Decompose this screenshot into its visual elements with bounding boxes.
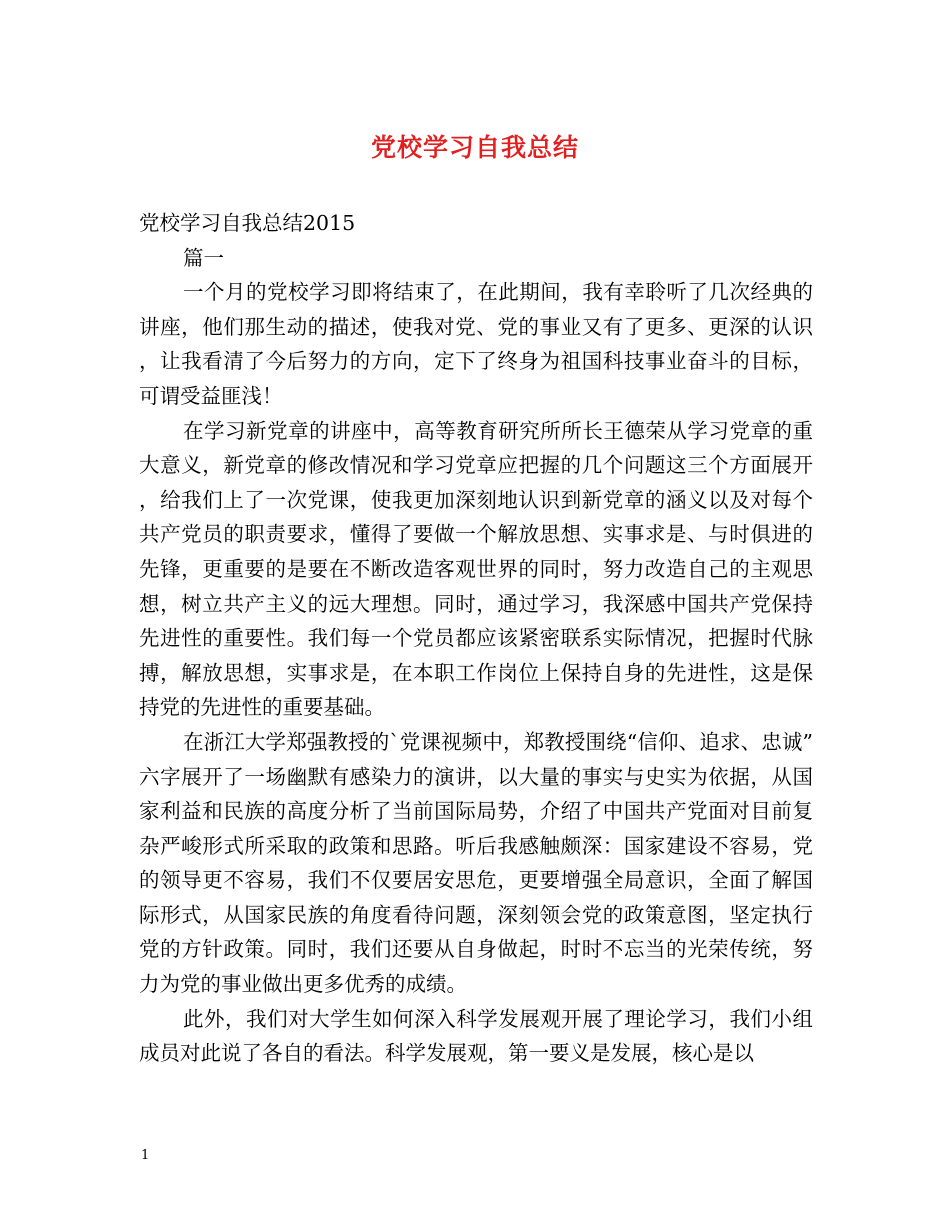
page-number: 1 bbox=[141, 1148, 150, 1163]
paragraph: 此外，我们对大学生如何深入科学发展观开展了理论学习，我们小组成员对此说了各自的看法。科学发展观，第一要义是发展，核心是以 bbox=[139, 1006, 813, 1066]
document-body bbox=[139, 206, 813, 1071]
section-label: 篇一 bbox=[183, 245, 224, 270]
paragraph: 在学习新党章的讲座中，高等教育研究所所长王德荣从学习党章的重大意义，新党章的修改情况和学习党章应把握的几个问题这三个方面展开，给我们上了一次党课，使我更加深刻地认识到新党章的涵义以及对每个共产党员的职责要求，懂得了要做一个解放思想、实事求是、与时俱进的先锋，更重要的是要在不断改造客观世界的同时，努力改造自己的主观思想，树立共产主义的远大理想。同时，通过学习，我深感中国共产党保持先进性的重要性。我们每一个党员都应该紧密联系实际情况，把握时代脉搏，解放思想，实事求是，在本职工作岗位上保持自身的先进性，这是保持党的先进性的重要基础。 bbox=[139, 418, 813, 720]
document-title: 党校学习自我总结 bbox=[370, 133, 579, 162]
subtitle-line: 党校学习自我总结2015 bbox=[139, 211, 356, 235]
paragraph: 一个月的党校学习即将结束了，在此期间，我有幸聆听了几次经典的讲座，他们那生动的描述，使我对党、党的事业又有了更多、更深的认识，让我看清了今后努力的方向，定下了终身为祖国科技事业奋斗的目标，可谓受益匪浅！ bbox=[139, 280, 813, 408]
paragraph: 在浙江大学郑强教授的`党课视频中，郑教授围绕“信仰、追求、忠诚”六字展开了一场幽默有感染力的演讲，以大量的事实与史实为依据，从国家利益和民族的高度分析了当前国际局势，介绍了中国共产党面对目前复杂严峻形式所采取的政策和思路。听后我感触颇深：国家建设不容易，党的领导更不容易，我们不仅要居安思危，更要增强全局意识，全面了解国际形式，从国家民族的角度看待问题，深刻领会党的政策意图，坚定执行党的方针政策。同时，我们还要从自身做起，时时不忘当的光荣传统，努力为党的事业做出更多优秀的成绩。 bbox=[139, 729, 813, 997]
